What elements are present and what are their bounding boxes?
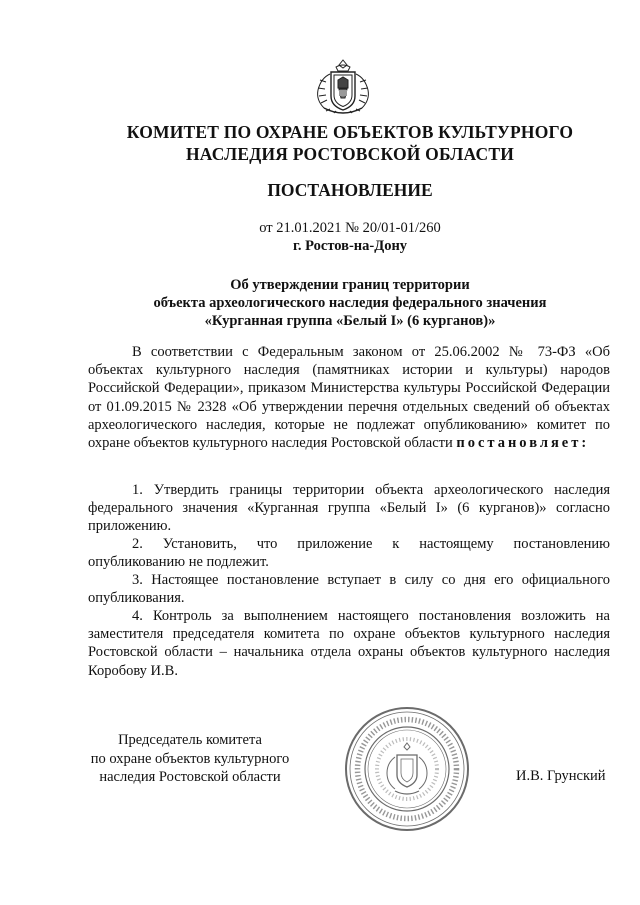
decree-item-4: 4. Контроль за выполнением настоящего постановления возложить на заместителя председателя комитета по охране объектов культурного наследия Ростовской области – начальника отдела охраны объектов культурного наследия Коробову И.В. <box>88 608 610 679</box>
coat-of-arms-icon <box>312 58 374 118</box>
organization-name <box>70 121 630 165</box>
signatory-title-line-3: наследия Ростовской области <box>99 769 281 785</box>
document-type: ПОСТАНОВЛЕНИЕ <box>267 180 433 200</box>
organization-name-line-1: КОМИТЕТ ПО ОХРАНЕ ОБЪЕКТОВ КУЛЬТУРНОГО <box>126 122 574 142</box>
document-date-number: от 21.01.2021 № 20/01-01/260 <box>259 220 441 236</box>
signatory-title-line-2: по охране объектов культурного <box>90 750 290 767</box>
subject-line-1: Об утверждении границ территории <box>230 277 470 293</box>
document-subject <box>100 276 600 330</box>
document-city: г. Ростов-на-Дону <box>292 238 408 254</box>
decree-item-1: 1. Утвердить границы территории объекта археологического наследия федерального значения «Курганная группа «Белый I» (6 курганов)» согласно приложению. <box>88 482 610 535</box>
preamble-text: В соответствии с Федеральным законом от 25.06.2002 № 73-ФЗ «Об объектах культурного наследия (памятниках истории и культуры) народов Российской Федерации», приказом Министерства культуры Российской Федерации от 01.09.2015 № 2328 «Об утверждении перечня отдельных сведений об объектах археологического наследия, которые не подлежат опубликованию» комитет по охране объектов культурного наследия Ростовской области <box>88 344 610 452</box>
preamble-paragraph <box>88 343 610 452</box>
signatory-title-line-1: Председатель комитета <box>118 732 262 748</box>
organization-name-line-2: НАСЛЕДИЯ РОСТОВСКОЙ ОБЛАСТИ <box>185 144 515 164</box>
decree-item-3: 3. Настоящее постановление вступает в силу со дня его официального опубликования. <box>88 572 610 607</box>
decree-word: постановляет: <box>456 435 590 452</box>
signatory-name: И.В. Грунский <box>516 768 606 784</box>
subject-line-2: объекта археологического наследия федерального значения <box>153 295 547 311</box>
subject-line-3: «Курганная группа «Белый I» (6 курганов)» <box>204 313 496 329</box>
official-seal-icon <box>343 705 471 833</box>
signatory-title <box>80 731 300 787</box>
decree-item-2: 2. Установить, что приложение к настоящему постановлению опубликованию не подлежит. <box>88 536 610 571</box>
